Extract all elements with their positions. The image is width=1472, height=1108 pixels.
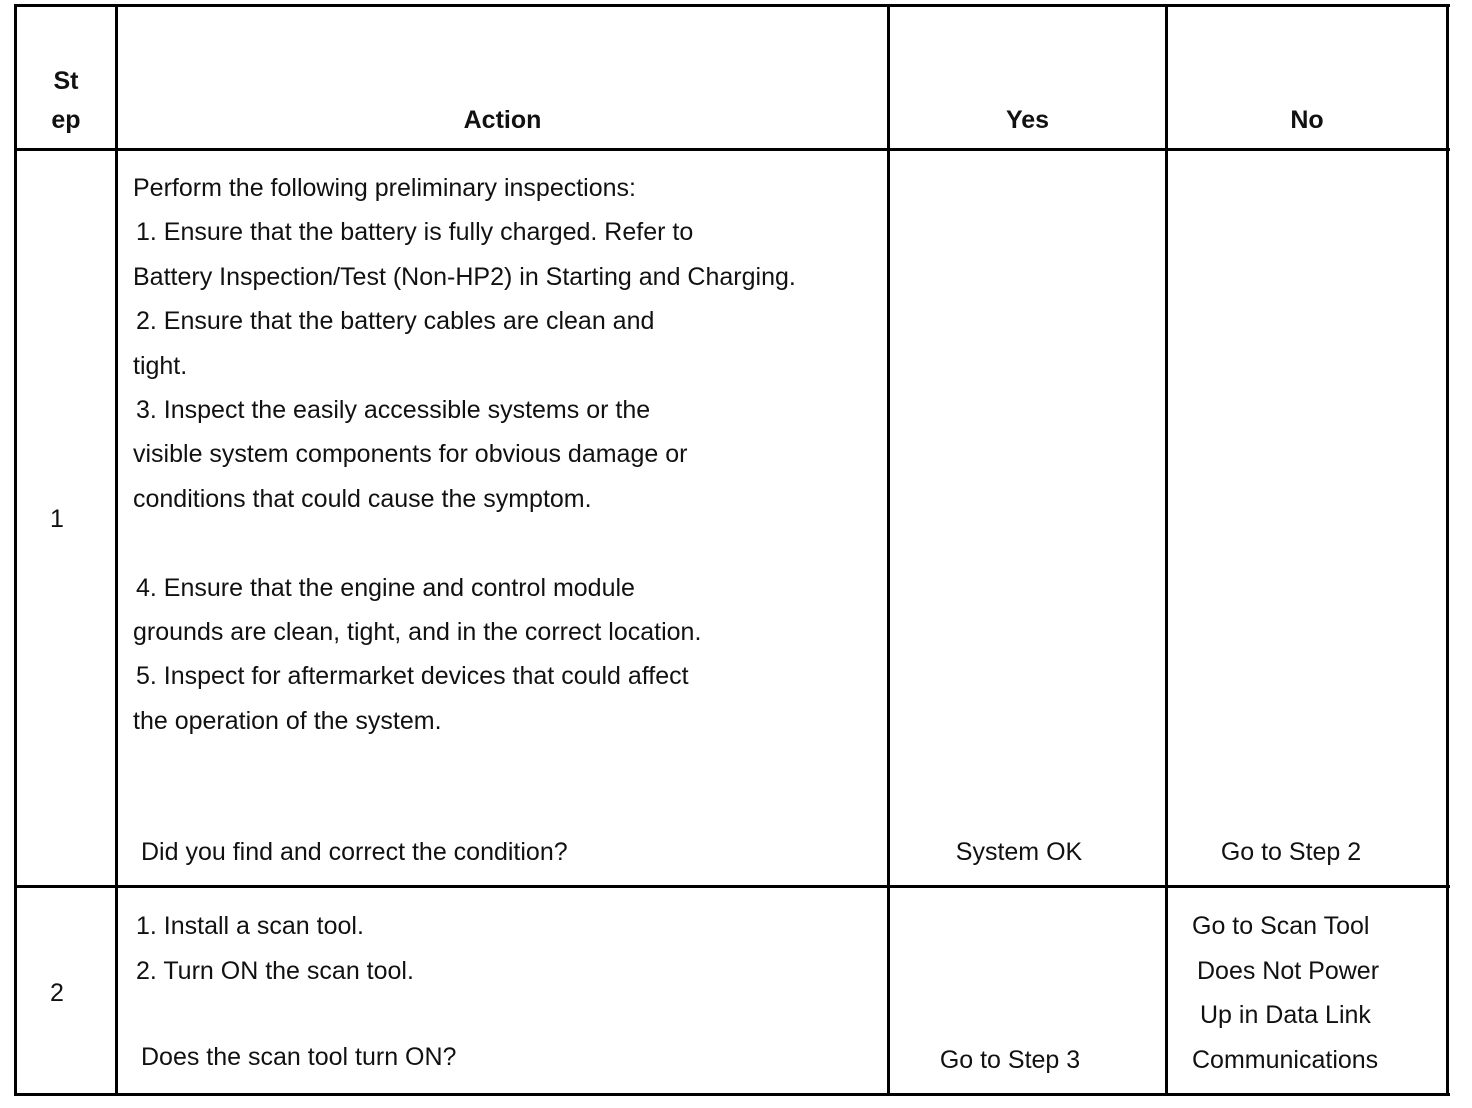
table-border-bottom [14,1093,1450,1096]
row-1-action-line: grounds are clean, tight, and in the correct location. [133,618,702,646]
row-1-action-line: conditions that could cause the symptom. [133,485,592,513]
row-1-action-line: Perform the following preliminary inspections: [133,174,636,202]
row-1-action-line: 5. Inspect for aftermarket devices that could affect [136,662,689,690]
header-yes: Yes [1005,106,1050,134]
row-1-action-line: tight. [133,352,188,380]
row-1-action-line: 3. Inspect the easily accessible systems or the [136,396,651,424]
header-action: Action [463,106,542,134]
row-2-action-line: 2. Turn ON the scan tool. [136,957,414,985]
row-1-action-line: the operation of the system. [133,707,442,735]
row-1-action-line: visible system components for obvious damage or [133,440,688,468]
row-2-yes: Go to Step 3 [939,1046,1081,1074]
header-step-line-1: St [53,67,79,95]
row-2-action-line: 1. Install a scan tool. [136,912,364,940]
row-divider [14,885,1450,888]
row-1-action-line: 2. Ensure that the battery cables are clean and [136,307,655,335]
column-divider-step [115,4,118,1096]
column-divider-action [887,4,890,1096]
row-1-action-line: Battery Inspection/Test (Non-HP2) in Starting and Charging. [133,263,796,291]
row-2-no-line: Communications [1192,1046,1379,1074]
header-step-line-2: ep [51,106,81,134]
row-2-no-line: Up in Data Link [1200,1001,1371,1029]
header-divider [14,148,1450,151]
row-1-step: 1 [50,505,64,533]
table-border-right [1446,4,1449,1096]
table-border-left [14,4,17,1096]
header-no: No [1290,106,1324,134]
row-1-action-line: 4. Ensure that the engine and control module [136,574,635,602]
row-2-step: 2 [50,979,64,1007]
row-2-question: Does the scan tool turn ON? [141,1043,457,1071]
row-1-question: Did you find and correct the condition? [141,838,568,866]
row-2-no-line: Does Not Power [1197,957,1380,985]
row-1-action-line: 1. Ensure that the battery is fully charged. Refer to [136,218,694,246]
table-border-top [14,4,1450,7]
row-1-no: Go to Step 2 [1220,838,1362,866]
row-1-yes: System OK [955,838,1083,866]
row-2-no-line: Go to Scan Tool [1192,912,1370,940]
column-divider-yes [1165,4,1168,1096]
